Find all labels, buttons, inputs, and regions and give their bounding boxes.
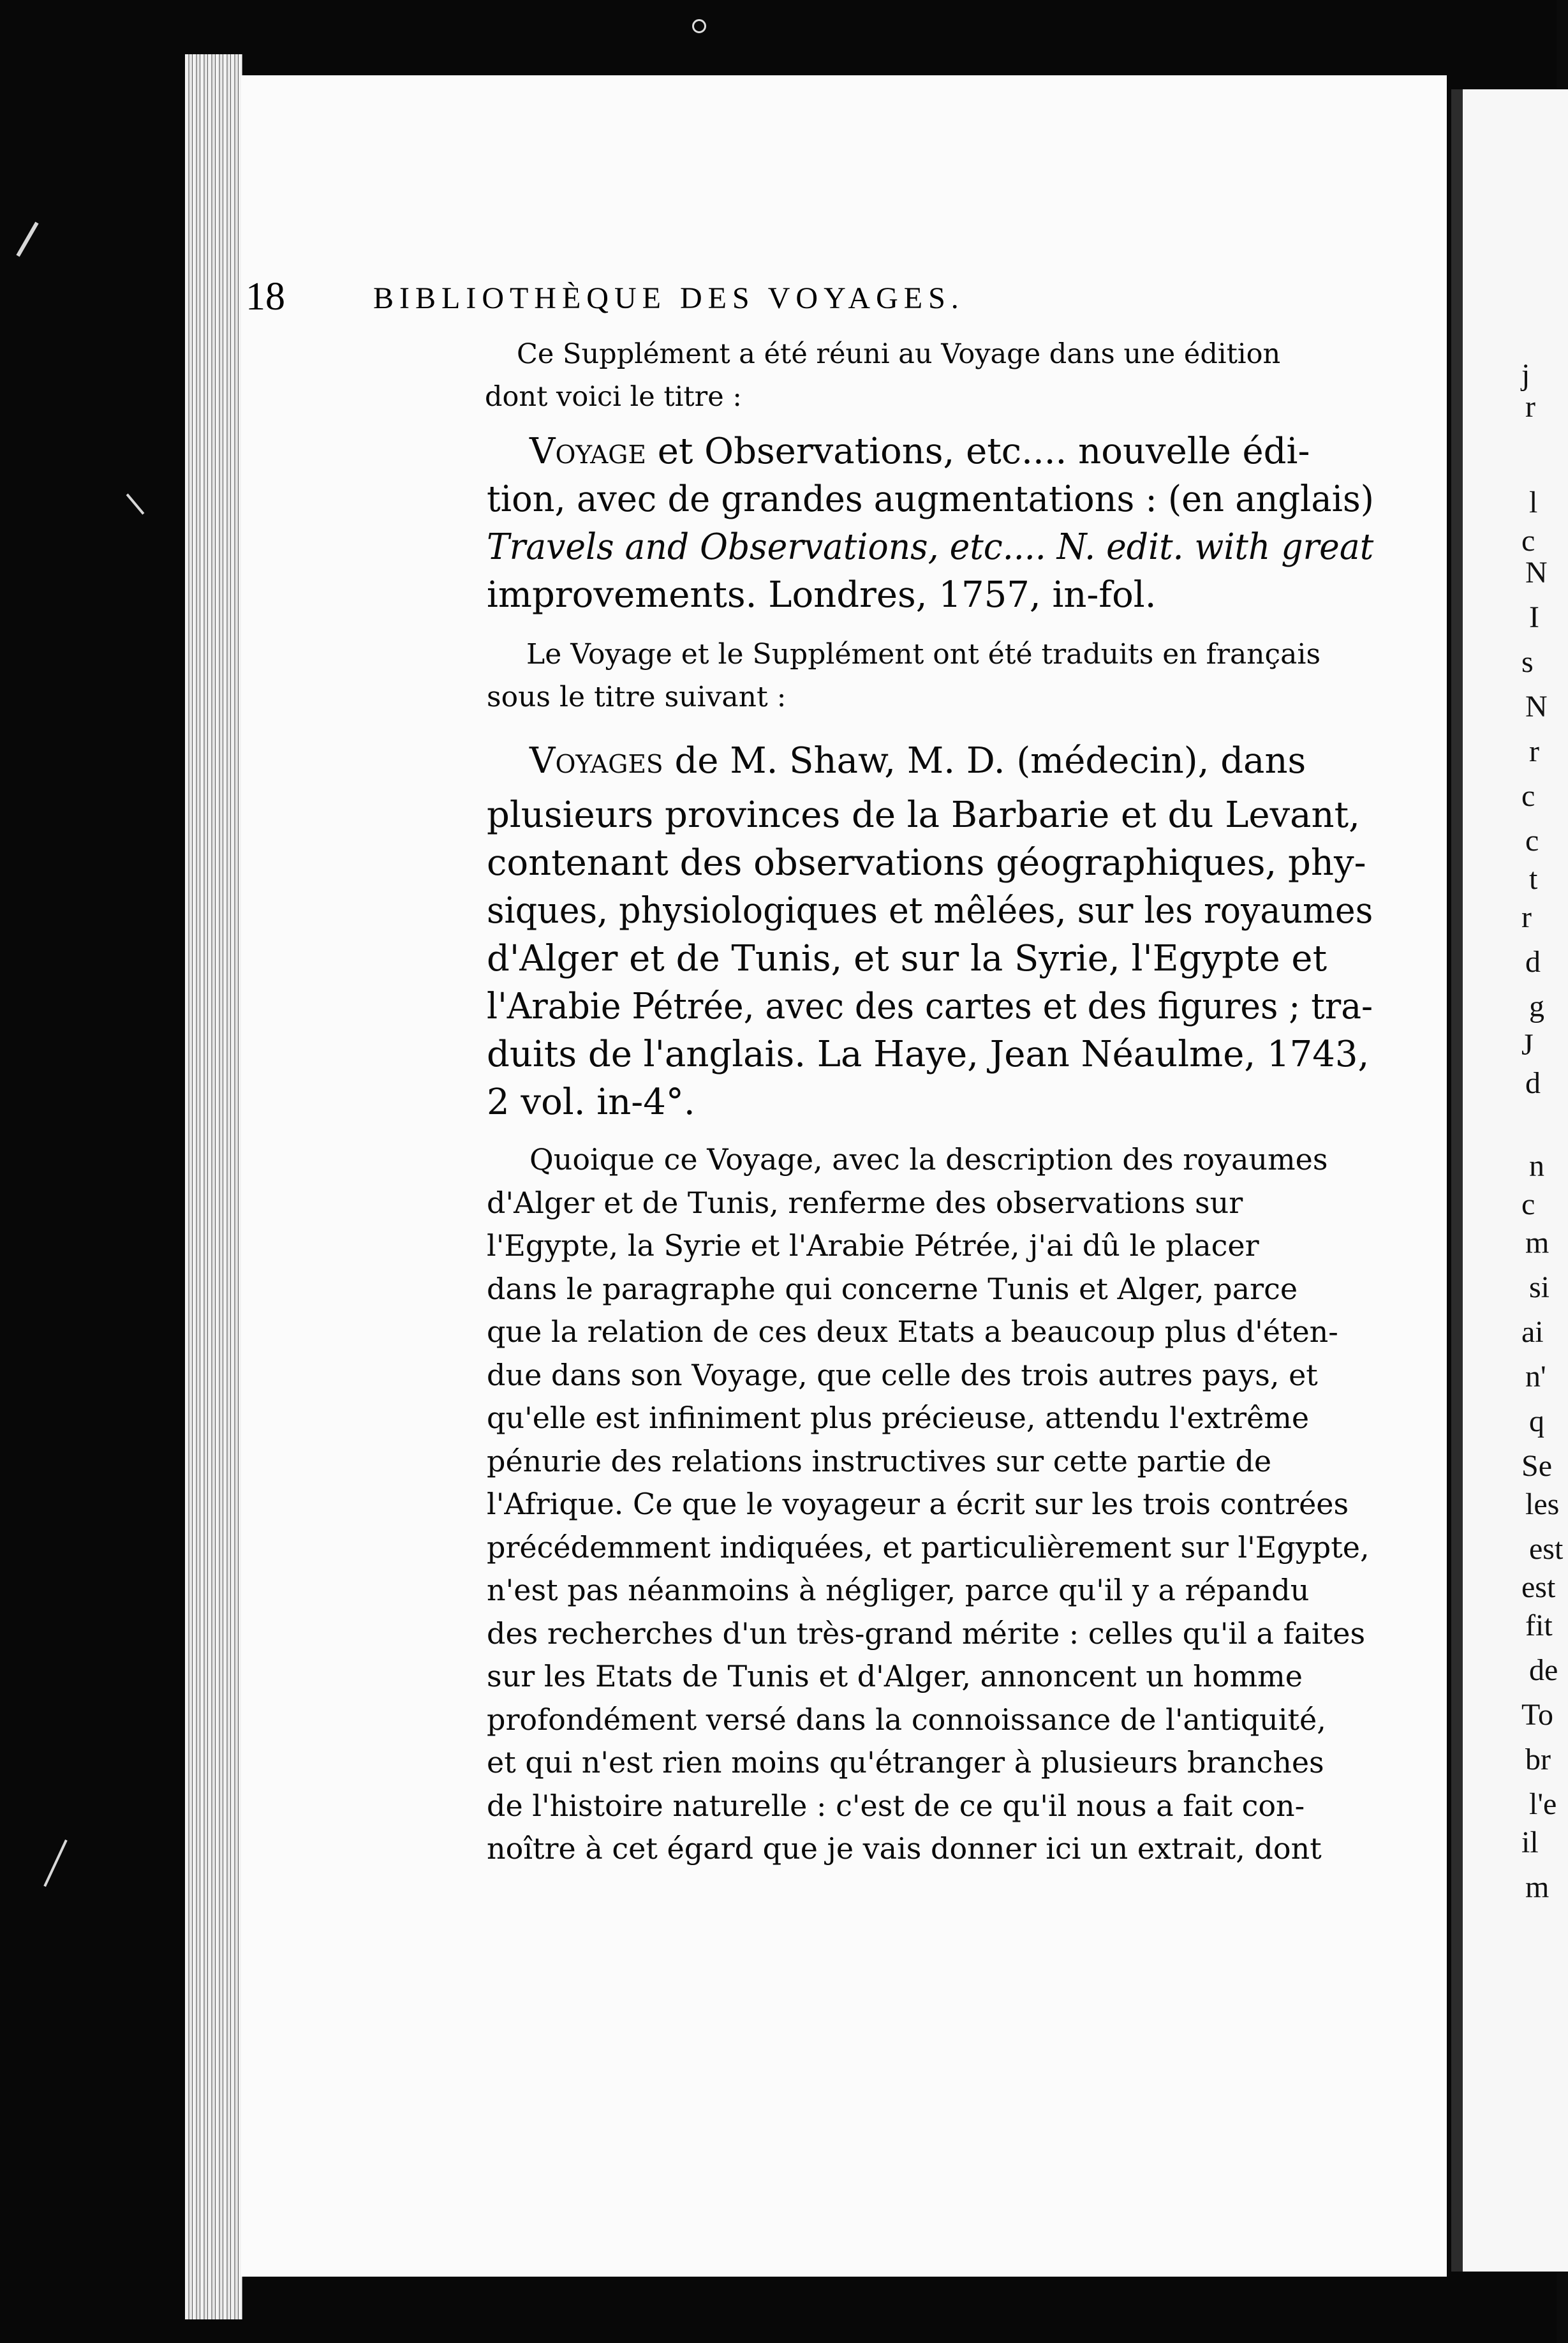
facing-page-fragment: l'e (1529, 1787, 1557, 1821)
facing-page-fragment: s (1521, 645, 1534, 679)
facing-page-fragment: r (1521, 900, 1532, 934)
body-line: l'Egypte, la Syrie et l'Arabie Pétrée, j'ai dû le placer (487, 1228, 1259, 1263)
citation-fr-line: duits de l'anglais. La Haye, Jean Néaulme, 1743, (487, 1034, 1370, 1075)
facing-page (1451, 89, 1568, 2272)
facing-page-fragment: d (1525, 1066, 1541, 1100)
body-line: que la relation de ces deux Etats a beaucoup plus d'éten- (487, 1314, 1338, 1349)
body-line: pénurie des relations instructives sur cette partie de (487, 1443, 1272, 1478)
facing-page-fragment: t (1529, 862, 1538, 896)
citation-fr-line (529, 740, 1306, 782)
citation-fr-line: l'Arabie Pétrée, avec des cartes et des figures ; tra- (487, 986, 1373, 1027)
body-line: l'Afrique. Ce que le voyageur a écrit sur les trois contrées (487, 1487, 1349, 1521)
running-head (246, 274, 1247, 325)
body-line: due dans son Voyage, que celle des trois autres pays, et (487, 1357, 1318, 1392)
citation-fr-line: plusieurs provinces de la Barbarie et du Levant, (487, 794, 1360, 836)
facing-page-fragment: n' (1525, 1360, 1546, 1394)
page-number: 18 (246, 275, 285, 318)
facing-page-fragment: Se (1521, 1449, 1552, 1483)
body-line: dans le paragraphe qui concerne Tunis et Alger, parce (487, 1271, 1298, 1306)
facing-page-fragment: r (1529, 734, 1539, 768)
facing-page-fragment: n (1529, 1149, 1544, 1183)
facing-page-fragment: est (1521, 1570, 1556, 1604)
body-line: n'est pas néanmoins à négliger, parce qu'il y a répandu (487, 1573, 1310, 1607)
facing-page-fragment: c (1521, 524, 1535, 558)
facing-page-fragment: N (1525, 556, 1548, 590)
facing-page-fragment: r (1525, 390, 1535, 424)
facing-page-fragment: ai (1521, 1315, 1544, 1349)
citation-fr-line: contenant des observations géographiques, phy- (487, 842, 1366, 884)
facing-page-fragment: d (1525, 945, 1541, 979)
facing-page-fragment: I (1529, 600, 1539, 634)
body-line: précédemment indiquées, et particulièrement sur l'Egypte, (487, 1529, 1370, 1565)
facing-page-fragment: j (1521, 358, 1530, 392)
citation-en-line (529, 431, 1310, 472)
facing-page-fragment: J (1521, 1028, 1534, 1062)
facing-page-fragment: de (1529, 1653, 1558, 1687)
citation-fr-line: 2 vol. in-4°. (487, 1082, 695, 1123)
running-head-title: BIBLIOTHÈQUE DES VOYAGES. (373, 281, 965, 315)
facing-page-fragment: m (1525, 1870, 1550, 1904)
body-line: d'Alger et de Tunis, renferme des observations sur (487, 1185, 1243, 1220)
body-line: et qui n'est rien moins qu'étranger à plusieurs branches (487, 1745, 1324, 1780)
citation-en-lead: Voyage (529, 431, 646, 472)
facing-page-fragment: les (1525, 1487, 1560, 1521)
body-line: de l'histoire naturelle : c'est de ce qu'il nous a fait con- (487, 1788, 1305, 1823)
body-line: des recherches d'un très-grand mérite : celles qu'il a faites (487, 1616, 1366, 1651)
facing-page-fragment: est (1529, 1532, 1564, 1566)
citation-fr-first: de M. Shaw, M. D. (médecin), dans (674, 740, 1306, 782)
scan-speck (692, 19, 706, 33)
body-line: noître à cet égard que je vais donner ici un extrait, dont (487, 1831, 1322, 1866)
facing-page-fragment: si (1529, 1270, 1550, 1304)
facing-page-fragment: fit (1525, 1609, 1553, 1642)
citation-en-first: et Observations, etc.... nouvelle édi- (657, 431, 1310, 472)
body-line: qu'elle est infiniment plus précieuse, attendu l'extrême (487, 1401, 1310, 1435)
intro-line: Ce Supplément a été réuni au Voyage dans une édition (517, 338, 1281, 370)
facing-page-fragment: c (1521, 1187, 1535, 1221)
citation-en-line: Travels and Observations, etc.... N. edit. with great (487, 526, 1374, 568)
citation-fr-line: siques, physiologiques et mêlées, sur les royaumes (487, 890, 1373, 932)
translation-note-line: sous le titre suivant : (487, 681, 787, 713)
facing-page-fragment: g (1529, 990, 1544, 1023)
translation-note-line: Le Voyage et le Supplément ont été traduits en français (526, 638, 1321, 671)
body-line: profondément versé dans la connoissance de l'antiquité, (487, 1702, 1326, 1737)
facing-page-fragment: br (1525, 1743, 1551, 1776)
citation-en-line: improvements. Londres, 1757, in-fol. (487, 574, 1157, 616)
facing-page-fragment: il (1521, 1826, 1539, 1859)
citation-fr-lead: Voyages (529, 740, 663, 782)
facing-page-fragment: c (1521, 779, 1535, 813)
page-edge-stack (185, 54, 242, 2319)
facing-page-fragment: l (1529, 486, 1538, 519)
facing-page-fragment: To (1521, 1698, 1553, 1732)
body-line: sur les Etats de Tunis et d'Alger, annoncent un homme (487, 1659, 1303, 1693)
facing-page-fragment: c (1525, 824, 1539, 858)
facing-page-fragment: m (1525, 1226, 1550, 1260)
facing-page-fragment: q (1529, 1404, 1544, 1438)
citation-en-line: tion, avec de grandes augmentations : (en anglais) (487, 479, 1374, 520)
citation-fr-line: d'Alger et de Tunis, et sur la Syrie, l'Egypte et (487, 938, 1328, 979)
body-line: Quoique ce Voyage, avec la description des royaumes (529, 1142, 1328, 1177)
facing-page-fragment: N (1525, 690, 1548, 724)
intro-line: dont voici le titre : (485, 381, 742, 413)
